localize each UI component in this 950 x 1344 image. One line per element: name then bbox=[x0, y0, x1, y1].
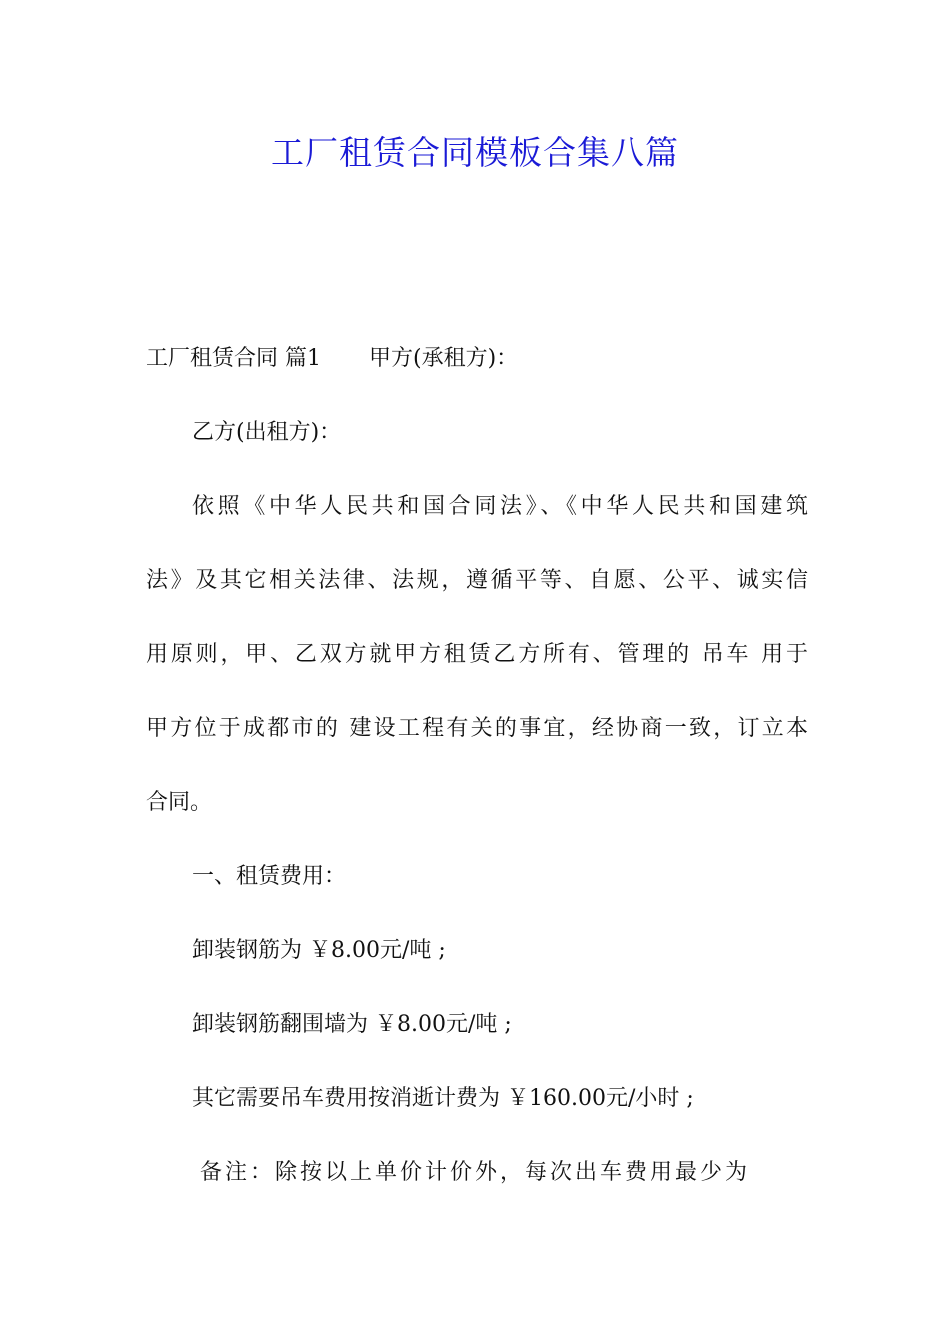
party-a-label: 甲方(承租方)： bbox=[369, 346, 519, 371]
party-b-label: 乙方(出租方)： bbox=[192, 420, 342, 445]
contract-heading-line bbox=[146, 334, 808, 408]
paragraph-line: 法》及其它相关法律、法规，遵循平等、自愿、公平、诚实信 bbox=[146, 568, 808, 593]
document-title: 工厂租赁合同模板合集八篇 bbox=[271, 133, 679, 172]
fee-line: 卸装钢筋翻围墙为 ￥8.00元/吨 ; bbox=[192, 1012, 512, 1037]
section-heading: 一、租赁费用： bbox=[192, 864, 347, 889]
paragraph-line: 甲方位于成都市的 建设工程有关的事宜，经协商一致，订立本 bbox=[146, 716, 808, 741]
paragraph-line: 合同。 bbox=[146, 790, 213, 815]
contract-heading: 工厂租赁合同 篇1 bbox=[146, 346, 321, 371]
document-body bbox=[146, 334, 808, 1222]
fee-line: 卸装钢筋为 ￥8.00元/吨 ; bbox=[192, 938, 446, 963]
fee-line: 其它需要吊车费用按消逝计费为 ￥160.00元/小时 ; bbox=[192, 1086, 694, 1111]
paragraph-line: 依照《中华人民共和国合同法》、《中华人民共和国建筑 bbox=[192, 494, 808, 519]
note-line: 备注：除按以上单价计价外，每次出车费用最少为 bbox=[200, 1160, 751, 1185]
paragraph-line: 用原则，甲、乙双方就甲方租赁乙方所有、管理的 吊车 用于 bbox=[146, 642, 808, 667]
